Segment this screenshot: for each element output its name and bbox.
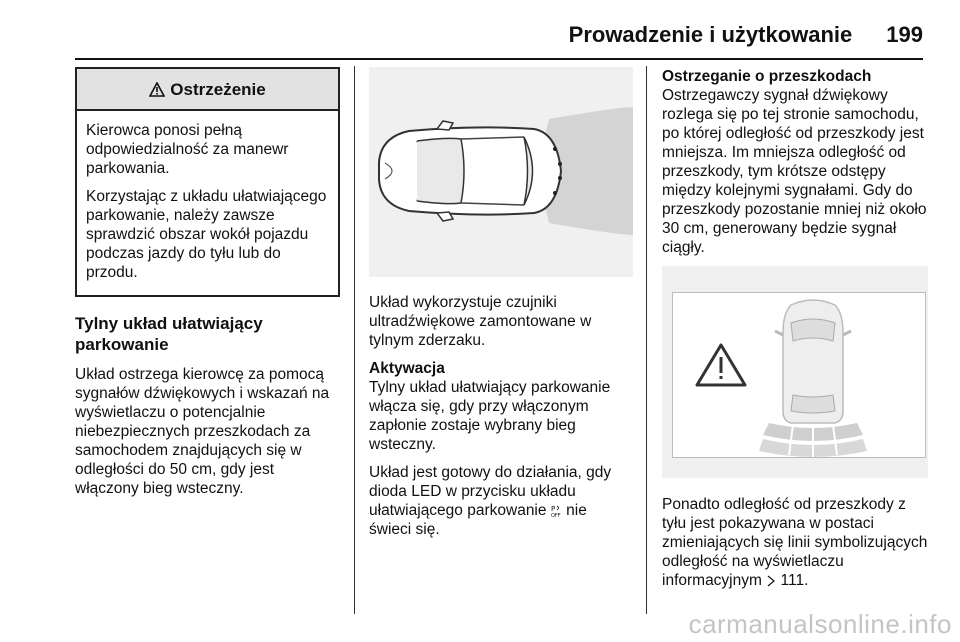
warning-paragraph: Korzystając z układu ułatwiającego parkowanie, należy zawsze sprawdzić obszar wokół pojazdu podczas jazdy do tyłu lub do przodu. [86,188,327,281]
page-number: 199 [886,22,923,47]
activation-text-a: Układ jest gotowy do działania, gdy dioda LED w przycisku układu ułatwiającego parkowanie [369,464,612,519]
display-text [662,495,928,590]
warning-title: Ostrzeżenie [170,79,266,99]
obstacle-text: Ostrzegawczy sygnał dźwiękowy rozlega się po tej stronie samochodu, po której odległość od przeszkody jest mniejsza. Im mniejsza odległość od przeszkody, tym krótsze odstępy między kolejnymi sygnałami. Gdy do przeszkody pozostanie mniej niż około 30 cm, generowany będzie sygnał ciągły. [662,87,927,256]
activation-text-b: nie świeci się. [369,502,587,538]
page-title: Prowadzenie i użytkowanie [568,22,853,47]
figure-caption: Układ wykorzystuje czujniki ultradźwiękowe zamontowane w tylnym zderzaku. [369,294,592,349]
display-illustration [673,293,925,457]
car-sensor-figure [369,67,633,277]
activation-paragraph: Tylny układ ułatwiający parkowanie włącza się, gdy przy włączonym zapłonie zostaje wybrany bieg wsteczny. [369,379,611,453]
column-divider-left [354,66,355,614]
watermark: carmanualsonline.info [688,609,952,639]
page-header [569,22,923,48]
parking-assist-off-icon [551,504,562,518]
section-intro: Układ ostrzega kierowcę za pomocą sygnałów dźwiękowych i wskazań na wyświetlaczu o potencjalnie niebezpiecznych przeszkodach za samochodem znajdujących się w odległości do 50 cm, gdy jest włączony bieg wsteczny. [75,366,330,497]
display-screen [672,292,926,458]
section-title: Tylny układ ułatwiający parkowanie [75,314,263,354]
car-sensor-illustration [369,67,633,277]
left-column [75,67,340,507]
warning-box [75,67,340,297]
warning-triangle-icon [149,82,165,97]
activation-paragraph [369,463,633,539]
display-text-body: Ponadto odległość od przeszkody z tyłu jest pokazywana w postaci zmieniających się linii symbolizujących odległość na wyświetlaczu informacyjnym [662,496,928,589]
page-reference-arrow-icon [766,575,776,587]
obstacle-title: Ostrzeganie o przeszkodach [662,68,872,85]
middle-column [369,67,633,548]
page-reference[interactable]: 111. [780,572,809,589]
header-rule [75,58,923,60]
right-column [662,67,928,599]
warning-paragraph: Kierowca ponosi pełną odpowiedzialność za manewr parkowania. [86,122,289,177]
warning-body [77,111,338,295]
svg-text:OFF: OFF [550,512,561,518]
activation-title: Aktywacja [369,360,445,377]
warning-header [77,69,338,111]
display-figure [662,266,928,478]
column-divider-right [646,66,647,614]
svg-text:P: P [550,504,556,513]
